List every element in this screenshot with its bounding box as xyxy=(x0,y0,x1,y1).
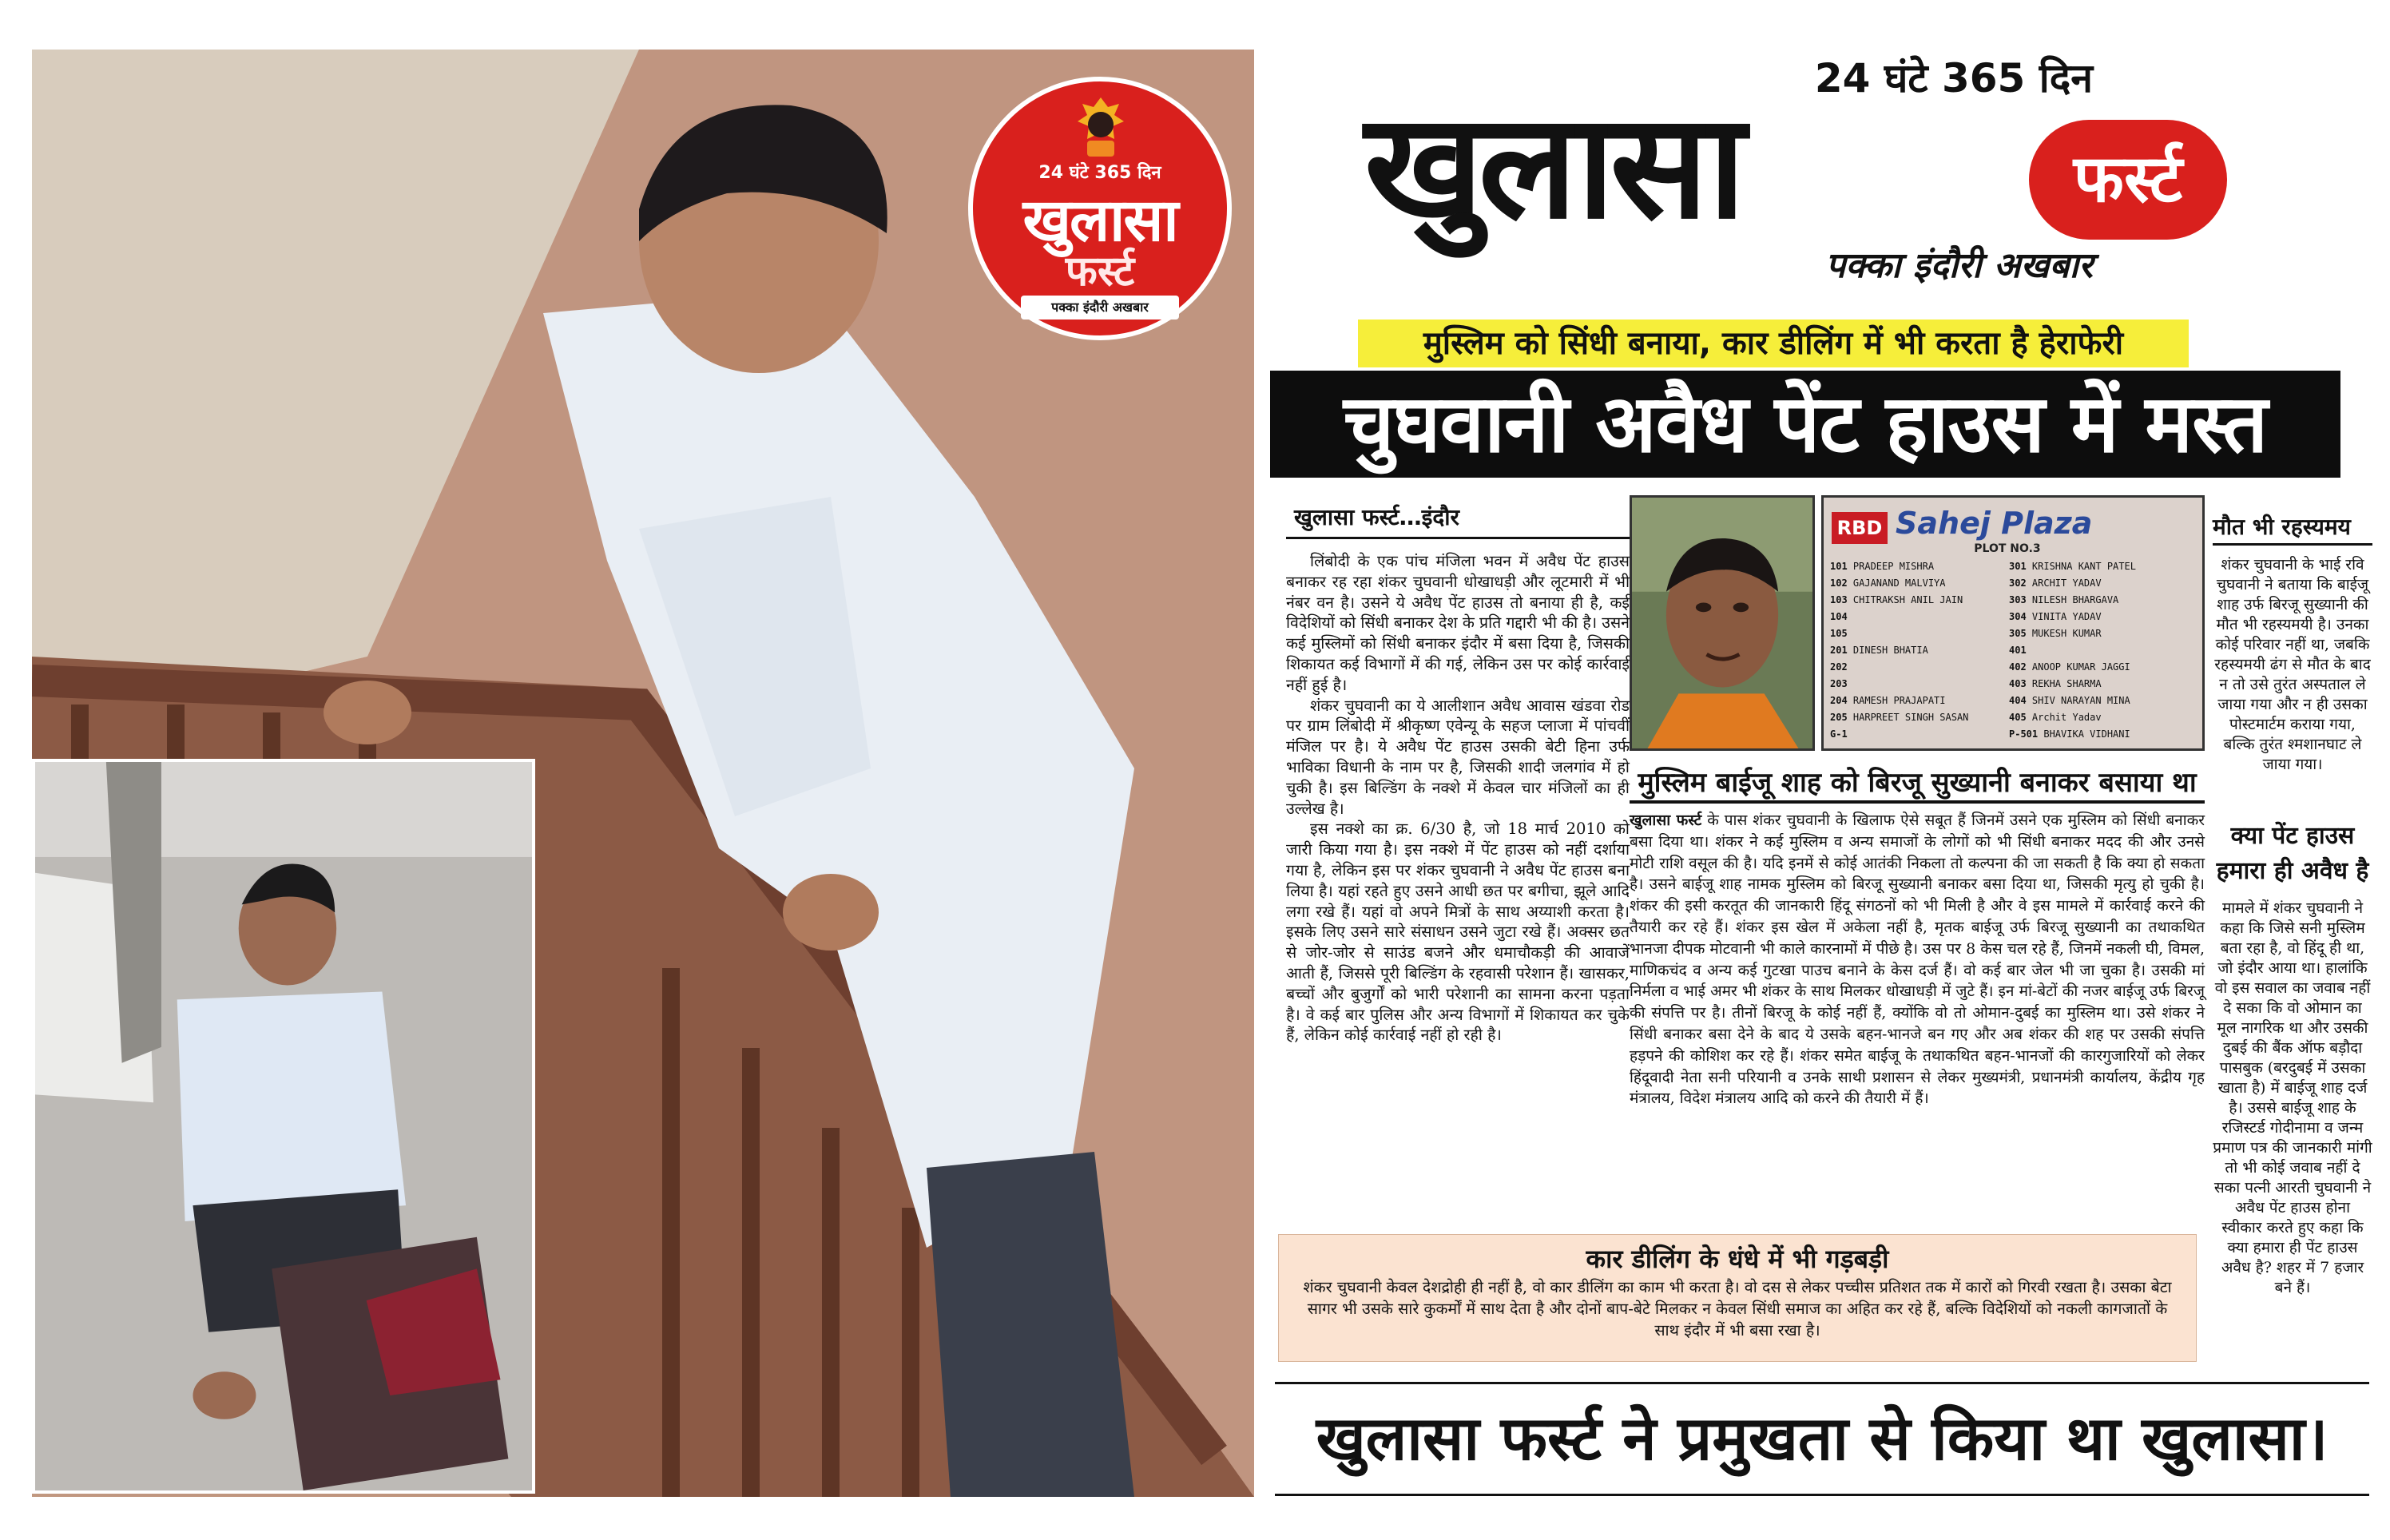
deity-emblem-icon xyxy=(1073,96,1129,158)
box-title: कार डीलिंग के धंधे में भी गड़बड़ी xyxy=(1586,1244,1889,1274)
board-brand: RBD xyxy=(1832,512,1888,544)
board-right-occupant: NILESH BHARGAVA xyxy=(2031,594,2119,605)
car-dealing-box xyxy=(1278,1234,2197,1362)
board-left-row xyxy=(1830,592,2006,609)
board-right-occupant: REKHA SHARMA xyxy=(2031,678,2102,689)
board-left-occupant: PRADEEP MISHRA xyxy=(1852,561,1935,572)
box-text: शंकर चुघवानी केवल देशद्रोही ही नहीं है, वो कार डीलिंग का काम भी करता है। वो दस से लेकर पच्चीस प्रतिशत तक में कारों को गिरवी रखता है। उसका बेटा सागर भी उसके सारे कुकर्मों में साथ देता है और दोनों बाप-बेटे मिलकर न केवल सिंधी समाज का अहित कर रहे हैं, बल्कि विदेशियों को नकली कागजातों के साथ इंदौर में भी बसा रखा है। xyxy=(1303,1278,2172,1340)
footer-rule-top xyxy=(1275,1382,2369,1384)
board-left-row xyxy=(1830,625,2006,642)
logo-name: खुलासा xyxy=(1022,186,1177,255)
board-left-row xyxy=(1830,659,2006,676)
board-right-row xyxy=(2009,642,2204,659)
board-left-row xyxy=(1830,558,2006,575)
board-right-occupant: SHIV NARAYAN MINA xyxy=(2031,695,2130,706)
circle-logo xyxy=(968,77,1232,340)
board-left-occupant: HARPREET SINGH SASAN xyxy=(1852,712,1969,723)
board-left-row xyxy=(1830,709,2006,726)
board-right-row xyxy=(2009,575,2204,592)
board-right-row xyxy=(2009,609,2204,625)
board-right-occupant: VINITA YADAV xyxy=(2031,611,2102,622)
footer-rule-bottom xyxy=(1275,1494,2369,1496)
board-left-occupant: RAMESH PRAJAPATI xyxy=(1852,695,1946,706)
board-right-unit: 304 xyxy=(2009,611,2032,622)
board-right-occupant: KRISHNA KANT PATEL xyxy=(2031,561,2136,572)
board-right-occupant: Archit Yadav xyxy=(2031,712,2102,723)
column1-paragraph-3: इस नक्शे का क्र. 6/30 है, जो 18 मार्च 2010 को जारी किया गया है। इस नक्शे में पेंट हाउस को नहीं दर्शाया गया है, लेकिन इस पर शंकर चुघवानी ने अवैध पेंट हाउस बना लिया है। यहां रहते हुए उसने आधी छत पर बगीचा, झूले आदि लगा रखे हैं। यहां वो अपने मित्रों के साथ अय्याशी करता है। इसके लिए उसने सारे संसाधन उसने जुटा रखे हैं। अक्सर छत से जोर-जोर से साउंड बजने और धमाचौकड़ी की आवाजें आती हैं, जिससे पूरी बिल्डिंग के रहवासी परेशान हैं। खासकर, बच्चों और बुजुर्गों को भारी परेशानी का सामना करना पड़ता है। वे कई बार पुलिस और अन्य विभागों में शिकायत कर चुके हैं, लेकिन कोई कार्रवाई नहीं हो रही है। xyxy=(1286,820,1630,1045)
board-right-unit: 302 xyxy=(2009,578,2032,589)
board-left-unit: 202 xyxy=(1830,661,1848,673)
board-left-unit: 204 xyxy=(1830,695,1853,706)
substory-text: के पास शंकर चुघवानी के खिलाफ ऐसे सबूत हैं जिनमें उसने एक मुस्लिम को सिंधी बनाकर बसा दिया था। शंकर ने कई मुस्लिम व अन्य समाजों के लोगों को भी सिंधी बनाकर मदद की और उनसे मोटी राशि वसूल की है। यदि इनमें से कोई आतंकी निकला तो कल्पना की जा सकती है कि क्या हो सकता है। उसने बाईजू शाह नामक मुस्लिम को बिरजू सुख्यानी बनाकर बसा दिया था, जिसकी मृत्यु हो चुकी है। शंकर की इसी करतूत की जानकारी हिंदू संगठनों को भी मिली है और वे इस मामले में कार्रवाई करने की तैयारी कर रहे हैं। शंकर इस खेल में अकेला नहीं है, मृतक बाईजू उर्फ बिरजू सुख्यानी का तथाकथित भानजा दीपक मोटवानी भी काले कारनामों में पीछे है। उस पर 8 केस चल रहे हैं, जिनमें नकली घी, विमल, माणिकचंद व अन्य कई गुटखा पाउच बनाने के केस दर्ज हैं। वो कई बार जेल भी जा चुका है। उसकी मां निर्मला व भाई अमर भी शंकर के साथ मिलकर धोखाधड़ी में जुटे हैं। इन मां-बेटों की नजर बाईजू उर्फ बिरजू की संपत्ति पर है। तीनों बिरजू के कोई नहीं हैं, क्योंकि वो तो ओमान-दुबई का मुस्लिम था। उसे शंकर ने सिंधी बनाकर बसा देने के बाद ये उसके बहन-भानजे बन गए और अब शंकर की शह पर उसकी संपत्ति हड़पने की कोशिश कर रहे हैं। शंकर समेत बाईजू के तथाकथित बहन-भानजों की कारगुजारियों को लेकर हिंदूवादी नेता सनी परियानी व उनके साथी प्रशासन से लेकर मुख्यमंत्री, प्रधानमंत्री कार्यालय, केंद्रीय गृह मंत्रालय, विदेश मंत्रालय आदि को करने की तैयारी में हैं। xyxy=(1630,812,2205,1108)
side-text-2: मामले में शंकर चुघवानी ने कहा कि जिसे सनी मुस्लिम बता रहा है, वो हिंदू ही था, जो इंदौर आया था। हालांकि वो इस सवाल का जवाब नहीं दे सका कि वो ओमान का मूल नागरिक था और उसकी दुबई की बैंक ऑफ बड़ौदा पासबुक (बरदुबई में उसका खाता है) में बाईजू शाह दर्ज है। उससे बाईजू शाह के रजिस्टर्ड गोदीनामा व जन्म प्रमाण पत्र की जानकारी मांगी तो भी कोई जवाब नहीं दे सका पत्नी आरती चुघवानी ने अवैध पेंट हाउस होना स्वीकार करते हुए कहा कि क्या हमारा ही पेंट हाउस अवैध है? शहर में 7 हजार बने हैं। xyxy=(2213,899,2372,1296)
logo-tag: 24 घंटे 365 दिन xyxy=(1038,163,1161,183)
substory-rule xyxy=(1630,800,2205,804)
inset-photo-man-on-scooter xyxy=(32,759,535,1494)
board-right-unit: 405 xyxy=(2009,712,2032,723)
side-heading-1: मौत भी रहस्यमय xyxy=(2213,514,2351,540)
board-right-row xyxy=(2009,676,2204,693)
board-right-unit: 303 xyxy=(2009,594,2032,605)
photo-building-name-board xyxy=(1821,495,2205,751)
board-name: Sahej Plaza xyxy=(1896,506,2093,541)
logo-tagline: पक्का इंदौरी अखबार xyxy=(1021,296,1179,320)
board-left-unit: 201 xyxy=(1830,645,1853,656)
side-heading-2: क्या पेंट हाउस हमारा ही अवैध है xyxy=(2216,822,2369,885)
board-right-unit: 305 xyxy=(2009,628,2032,639)
substory-lead: खुलासा फर्स्ट xyxy=(1630,812,1702,829)
board-left-unit: 205 xyxy=(1830,712,1853,723)
board-left-unit: 102 xyxy=(1830,578,1853,589)
board-right-row xyxy=(2009,726,2204,743)
masthead-tag: 24 घंटे 365 दिन xyxy=(1814,55,2093,101)
board-left-row xyxy=(1830,693,2006,709)
masthead-first-badge: फर्स्ट xyxy=(2029,120,2227,240)
substory-headline: मुस्लिम बाईजू शाह को बिरजू सुख्यानी बनाकर बसाया था xyxy=(1638,767,2197,799)
logo-sub: फर्स्ट xyxy=(1065,248,1135,296)
board-right-row xyxy=(2009,625,2204,642)
board-left-row xyxy=(1830,642,2006,659)
board-left-unit: 101 xyxy=(1830,561,1853,572)
board-right-list xyxy=(2009,558,2204,743)
board-right-row xyxy=(2009,659,2204,676)
board-right-unit: P-501 xyxy=(2009,728,2044,740)
board-right-unit: 301 xyxy=(2009,561,2032,572)
board-left-unit: 203 xyxy=(1830,678,1848,689)
board-left-unit: 104 xyxy=(1830,611,1848,622)
column1-paragraph-2: शंकर चुघवानी का ये आलीशान अवैध आवास खंडवा रोड पर ग्राम लिंबोदी में श्रीकृष्ण एवेन्यू के सहज प्लाजा में पांचवीं मंजिल पर है। ये अवैध पेंट हाउस उसकी बेटी हिना उर्फ भाविका विधानी के नाम पर है, जिसकी शादी जलगांव में हो चुकी है। इस बिल्डिंग के नक्शे में केवल चार मंजिलों का ही उल्लेख है। xyxy=(1286,696,1630,818)
side-column-1 xyxy=(2213,555,2372,775)
board-left-occupant: GAJANAND MALVIYA xyxy=(1852,578,1946,589)
side-rule xyxy=(2213,543,2372,546)
board-left-row xyxy=(1830,575,2006,592)
board-right-row xyxy=(2009,693,2204,709)
board-right-occupant: MUKESH KUMAR xyxy=(2031,628,2102,639)
board-left-occupant: CHITRAKSH ANIL JAIN xyxy=(1852,594,1963,605)
board-right-occupant: BHAVIKA VIDHANI xyxy=(2043,728,2130,740)
board-right-occupant: ARCHIT YADAV xyxy=(2031,578,2102,589)
board-right-row xyxy=(2009,558,2204,575)
column1-paragraph-1: लिंबोदी के एक पांच मंजिला भवन में अवैध पेंट हाउस बनाकर रह रहा शंकर चुघवानी धोखाधड़ी और लूटमारी में भी नंबर वन है। उसने ये अवैध पेंट हाउस तो बनाया ही है, कई विदेशियों को सिंधी बनाकर देश के प्रति गद्दारी भी की है। उसने कई मुस्लिमों को सिंधी बनाकर इंदौर में बसा दिया है, जिसकी शिकायत कई विभागों में की गई, लेकिन उस पर कोई कार्रवाई नहीं हुई है। xyxy=(1286,552,1630,694)
masthead-title: खुलासा xyxy=(1364,81,1741,251)
board-left-occupant: DINESH BHATIA xyxy=(1852,645,1928,656)
board-right-occupant: ANOOP KUMAR JAGGI xyxy=(2031,661,2130,673)
board-right-unit: 402 xyxy=(2009,661,2032,673)
side-text-1: शंकर चुघवानी के भाई रवि चुघवानी ने बताया कि बाईजू शाह उर्फ बिरजू सुख्यानी की मौत भी रहस्यमयी है। उनका कोई परिवार नहीं था, जबकि रहस्यमयी ढंग से मौत के बाद न तो उसे तुरंत अस्पताल ले जाया गया और न ही उसका पोस्टमार्टम कराया गया, बल्कि तुरंत श्मशानघाट ले जाया गया। xyxy=(2214,556,2371,773)
masthead-tagline: पक्का इंदौरी अखबार xyxy=(1825,245,2093,286)
board-left-unit: G-1 xyxy=(1830,728,1848,740)
photo-portrait xyxy=(1630,495,1815,751)
article-column-1 xyxy=(1286,551,1630,1046)
board-right-unit: 401 xyxy=(2009,645,2027,656)
board-right-row xyxy=(2009,709,2204,726)
footer-banner: खुलासा फर्स्ट ने प्रमुखता से किया था खुलासा। xyxy=(1316,1403,2328,1474)
board-plot: PLOT NO.3 xyxy=(1974,542,2041,555)
substory-paragraph xyxy=(1630,810,2205,1109)
board-left-row xyxy=(1830,676,2006,693)
board-left-row xyxy=(1830,726,2006,743)
board-left-unit: 103 xyxy=(1830,594,1853,605)
substory-column xyxy=(1630,810,2205,1109)
board-right-unit: 403 xyxy=(2009,678,2032,689)
board-right-row xyxy=(2009,592,2204,609)
headline: चुघवानी अवैध पेंट हाउस में मस्त xyxy=(1270,371,2340,478)
dateline-rule xyxy=(1286,537,1630,539)
board-left-list xyxy=(1830,558,2006,743)
dateline: खुलासा फर्स्ट…इंदौर xyxy=(1294,504,1459,530)
side-column-2 xyxy=(2213,899,2372,1298)
board-left-unit: 105 xyxy=(1830,628,1848,639)
board-right-unit: 404 xyxy=(2009,695,2032,706)
board-left-row xyxy=(1830,609,2006,625)
kicker: मुस्लिम को सिंधी बनाया, कार डीलिंग में भी करता है हेराफेरी xyxy=(1358,320,2189,367)
